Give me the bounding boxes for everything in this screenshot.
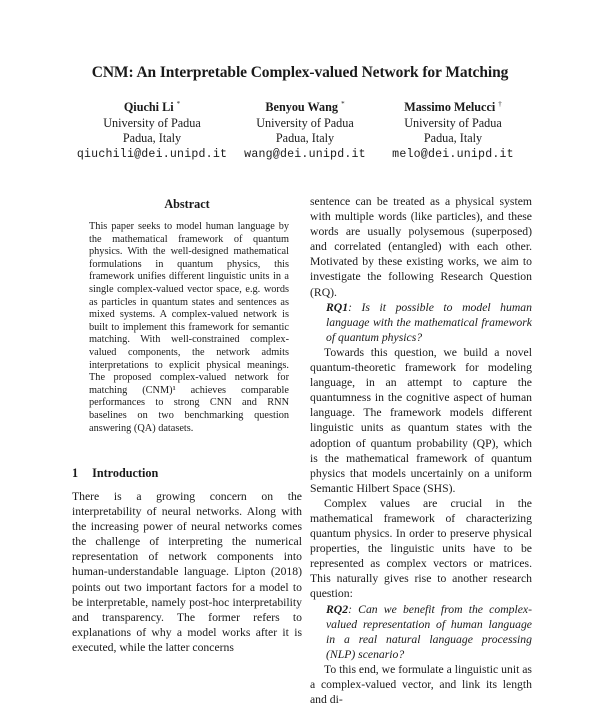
abstract-heading: Abstract bbox=[164, 197, 210, 211]
author-affiliation: University of Padua bbox=[103, 115, 201, 130]
research-question-2: RQ2: Can we benefit from the complex-valued representation of human language in a real natural language processing (NLP) scenario? bbox=[326, 602, 532, 661]
author-email: melo@dei.unipd.it bbox=[392, 147, 514, 161]
section-heading bbox=[72, 466, 158, 481]
author-name: Massimo Melucci † bbox=[404, 100, 502, 115]
intro-paragraph: There is a growing concern on the interpretability of neural networks. Along with the increasing power of neural networks comes the challenge of interpreting the numerical representation of network components into human-understandable language. Lipton (2018) points out two important factors for a model to be interpretable, namely post-hoc interpretability and transparency. The former refers to explanations of why a model works after it is executed, while the latter concerns bbox=[72, 490, 302, 654]
paragraph: sentence can be treated as a physical system with multiple words (like particles), and these words are usually polysemous (superposed) and correlated (entangled) with each other. Motivated by these existing works, we aim to investigate the following Research Question (RQ). bbox=[310, 195, 532, 299]
author-location: Padua, Italy bbox=[275, 131, 335, 146]
author-name: Qiuchi Li * bbox=[123, 100, 181, 115]
section-number: 1 bbox=[72, 466, 79, 480]
author-affiliation: University of Padua bbox=[404, 115, 502, 130]
paper-title: CNM: An Interpretable Complex-valued Network for Matching bbox=[91, 64, 509, 81]
paragraph: To this end, we formulate a linguistic unit as a complex-valued vector, and link its length and di- bbox=[310, 662, 532, 707]
abstract-text: This paper seeks to model human language by the mathematical framework of quantum physics. With the well-designed mathematical formulations in quantum physics, this framework unifies different linguistic units in a single complex-valued vector space, e.g. words as particles in quantum states and sentences as mixed systems. A complex-valued network is built to implement this framework for semantic matching. With well-constrained complex-valued components, the network admits interpretations to explicit physical meanings. The proposed complex-valued network for matching (CNM)¹ achieves comparable performances to strong CNN and RNN baselines on two benchmarking question answering (QA) datasets. bbox=[89, 221, 289, 434]
author-email: wang@dei.unipd.it bbox=[244, 147, 366, 161]
author-name: Benyou Wang * bbox=[265, 100, 345, 115]
author-location: Padua, Italy bbox=[423, 131, 483, 146]
author-affiliation: University of Padua bbox=[256, 115, 354, 130]
research-question-1: RQ1: Is it possible to model human language with the mathematical framework of quantum physics? bbox=[326, 300, 532, 344]
section-title: Introduction bbox=[92, 466, 159, 480]
paragraph: Towards this question, we build a novel quantum-theoretic framework for modeling language, in an attempt to capture the quantumness in the cognitive aspect of human language. The framework models different linguistic units as quantum states with the adoption of quantum probability (QP), which is the mathematical framework of quantum physics that models uncertainly on a uniform Semantic Hilbert Space (SHS). bbox=[310, 345, 532, 495]
right-column bbox=[310, 194, 532, 707]
author-block-3 bbox=[358, 97, 548, 162]
author-email: qiuchili@dei.unipd.it bbox=[76, 147, 228, 161]
paragraph: Complex values are crucial in the mathematical framework of characterizing quantum physics. In order to preserve physical properties, the linguistic units have to be represented as complex vectors or matrices. This naturally gives rise to another research question: bbox=[310, 496, 532, 601]
author-location: Padua, Italy bbox=[122, 131, 182, 146]
